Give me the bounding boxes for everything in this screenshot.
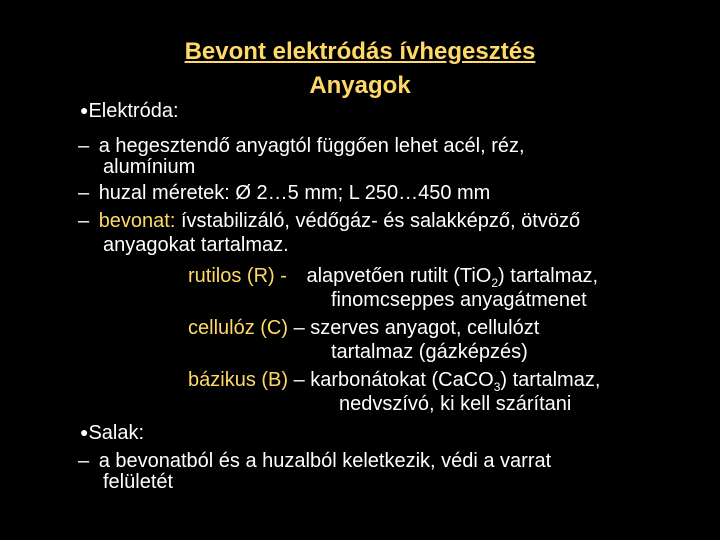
dash: – — [78, 135, 90, 157]
slag-heading: Salak: — [88, 422, 145, 444]
item1-line2: alumínium — [103, 156, 196, 178]
electrode-heading-line — [80, 98, 179, 123]
rutil-text: alapvetően rutilt (TiO$_2$) tartalmaz, — [306, 265, 599, 290]
item2-text: huzal méretek: Ø 2…5 mm; L 250…450 mm — [98, 182, 491, 204]
bullet-icon: ● — [80, 424, 89, 440]
rutil-label: rutilos (R) - — [188, 265, 287, 287]
cell-text: – szerves anyagot, cellulózt — [288, 317, 540, 339]
coating-text: ívstabilizáló, védőgáz- és salakképző, ötvöző — [175, 210, 581, 232]
item3-line — [78, 209, 580, 233]
item3-line2: anyagokat tartalmaz. — [103, 234, 289, 256]
bazik-label: bázikus (B) — [188, 369, 289, 391]
bazik-text: – karbonátokat (CaCO$_3$) tartalmaz, — [288, 369, 601, 394]
dash: – — [78, 210, 90, 232]
item1-text: a hegesztendő anyagtól függően lehet acél, réz, — [98, 135, 525, 157]
bazik-line2: nedvszívó, ki kell szárítani — [339, 393, 572, 415]
electrode-heading: Elektróda: — [88, 100, 179, 122]
cell-line — [188, 316, 539, 340]
bullet-icon: ● — [80, 102, 89, 118]
title-line-2: Anyagok — [309, 72, 411, 99]
dash: – — [78, 182, 90, 204]
rutil-line2: finomcseppes anyagátmenet — [331, 289, 587, 311]
cell-line2: tartalmaz (gázképzés) — [331, 341, 528, 363]
item2-line — [78, 181, 490, 205]
cell-label: cellulóz (C) — [188, 317, 289, 339]
dash: – — [78, 450, 90, 472]
slag-heading-line — [80, 420, 144, 445]
slag-line2: felületét — [103, 471, 174, 493]
coating-label: bevonat: — [98, 210, 176, 232]
title-line-1: Bevont elektródás ívhegesztés — [184, 38, 536, 65]
slag-text: a bevonatból és a huzalból keletkezik, védi a varrat — [98, 450, 552, 472]
